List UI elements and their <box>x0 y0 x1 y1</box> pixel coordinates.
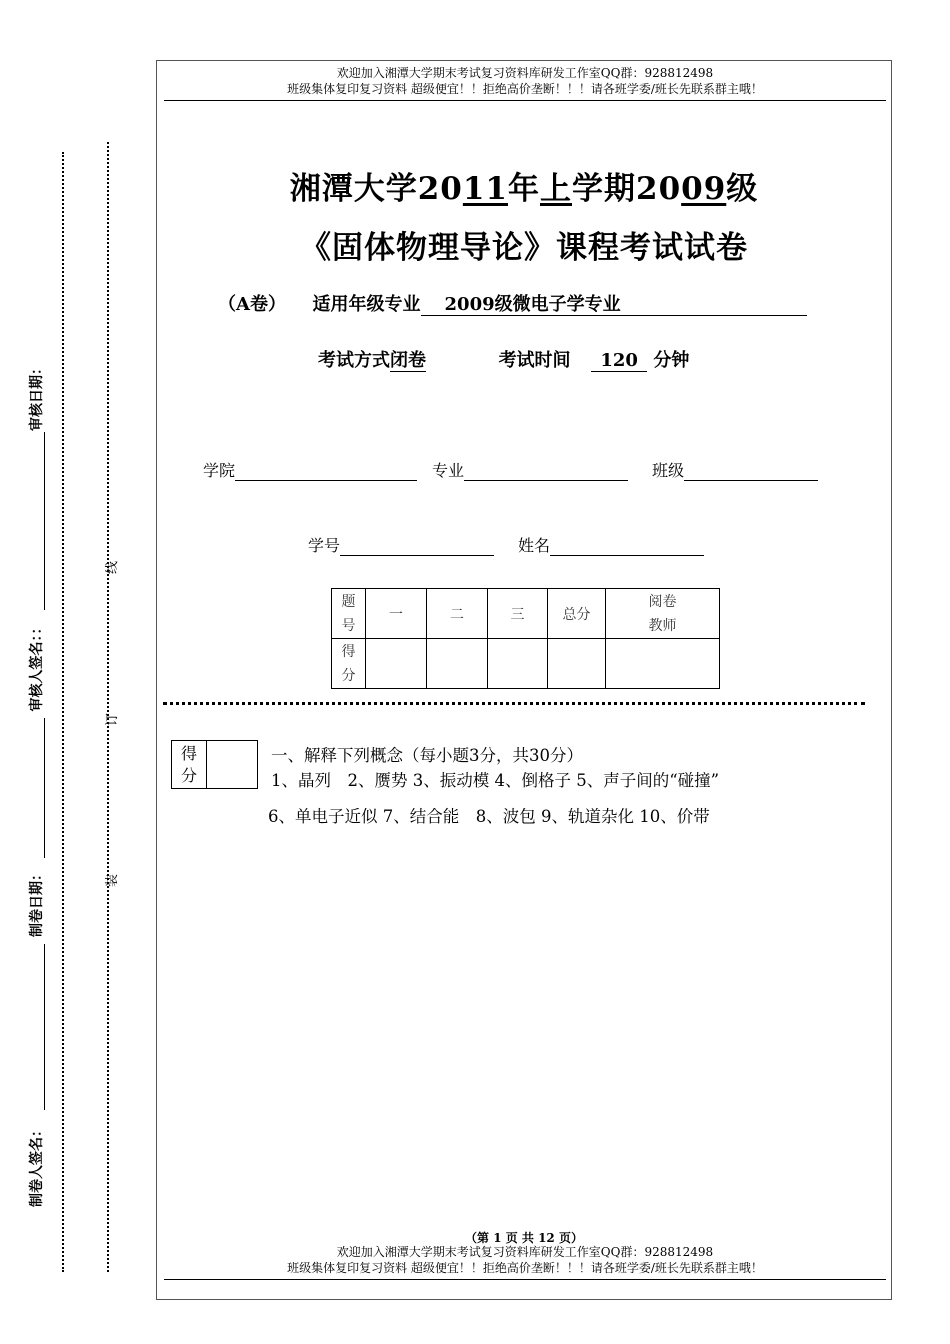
make-date-label: 制卷日期： <box>29 867 45 937</box>
major-value: 2009级微电子学专业 <box>421 295 807 316</box>
score-row-label: 得分 <box>332 639 366 689</box>
exam-title-line-1: 湘潭大学2011年上学期2009级 <box>289 171 759 207</box>
question-line-1: 1、晶列 2、赝势 3、振动模 4、倒格子 5、声子间的“碰撞” <box>271 771 720 790</box>
section-score-box <box>171 740 258 789</box>
score-cell-total[interactable] <box>548 639 606 689</box>
page-number: （第 1 页 共 12 页） <box>465 1231 583 1245</box>
score-cell-1[interactable] <box>366 639 427 689</box>
binding-mark-order: 订 <box>105 712 121 727</box>
exam-mode-info: 考试方式闭卷 考试时间 120 分钟 <box>318 350 690 371</box>
score-cell-3[interactable] <box>488 639 548 689</box>
section-heading: 一、解释下列概念（每小题3分，共30分） <box>271 746 583 765</box>
college-field[interactable]: 学院 <box>203 458 417 481</box>
section-score-cell[interactable] <box>207 741 258 789</box>
cut-line <box>163 702 865 705</box>
score-cell-2[interactable] <box>427 639 488 689</box>
th-section-1: 一 <box>366 589 427 639</box>
exam-title-line-2: 《固体物理导论》课程考试试卷 <box>300 230 748 266</box>
student-id-field[interactable]: 学号 <box>308 533 494 556</box>
footer-rule <box>164 1279 886 1280</box>
th-question-no: 题号 <box>332 589 366 639</box>
header-line-1: 欢迎加入湘潭大学期末考试复习资料库研发工作室QQ群：928812498 <box>336 66 714 80</box>
score-cell-grader[interactable] <box>606 639 720 689</box>
reviewer-label: 审核人签名：： <box>29 620 45 712</box>
th-grader: 阅卷教师 <box>606 589 720 639</box>
header-line-2: 班级集体复印复习资料 超级便宜！！拒绝高价垄断！！！请各班学委/班长先联系群主哦！ <box>287 82 763 96</box>
margin-dotted-line-inner <box>107 142 109 1272</box>
question-line-2: 6、单电子近似 7、结合能 8、波包 9、轨道杂化 10、价带 <box>268 807 710 826</box>
paper-info: （A卷） 适用年级专业 2009级微电子学专业 <box>218 290 807 316</box>
review-date-label: 审核日期： <box>29 361 45 431</box>
th-section-3: 三 <box>488 589 548 639</box>
binding-mark-bind: 装 <box>105 873 121 888</box>
maker-label: 制卷人签名： <box>29 1123 45 1207</box>
score-table <box>331 588 720 689</box>
exam-time-value: 120 <box>591 351 647 372</box>
class-field[interactable]: 班级 <box>652 458 818 481</box>
reviewer-blank[interactable] <box>44 718 45 858</box>
name-field[interactable]: 姓名 <box>518 533 704 556</box>
make-date-blank[interactable] <box>44 944 45 1110</box>
header-rule <box>164 100 886 101</box>
section-score-label: 得分 <box>172 741 207 789</box>
major-field[interactable]: 专业 <box>432 458 628 481</box>
th-section-2: 二 <box>427 589 488 639</box>
th-total: 总分 <box>548 589 606 639</box>
footer-line-1: 欢迎加入湘潭大学期末考试复习资料库研发工作室QQ群：928812498 <box>336 1245 714 1259</box>
review-date-blank[interactable] <box>44 432 45 610</box>
footer-line-2: 班级集体复印复习资料 超级便宜！！拒绝高价垄断！！！请各班学委/班长先联系群主哦！ <box>287 1261 763 1275</box>
margin-dotted-line-outer <box>62 152 64 1272</box>
binding-mark-line: 线 <box>105 560 121 575</box>
